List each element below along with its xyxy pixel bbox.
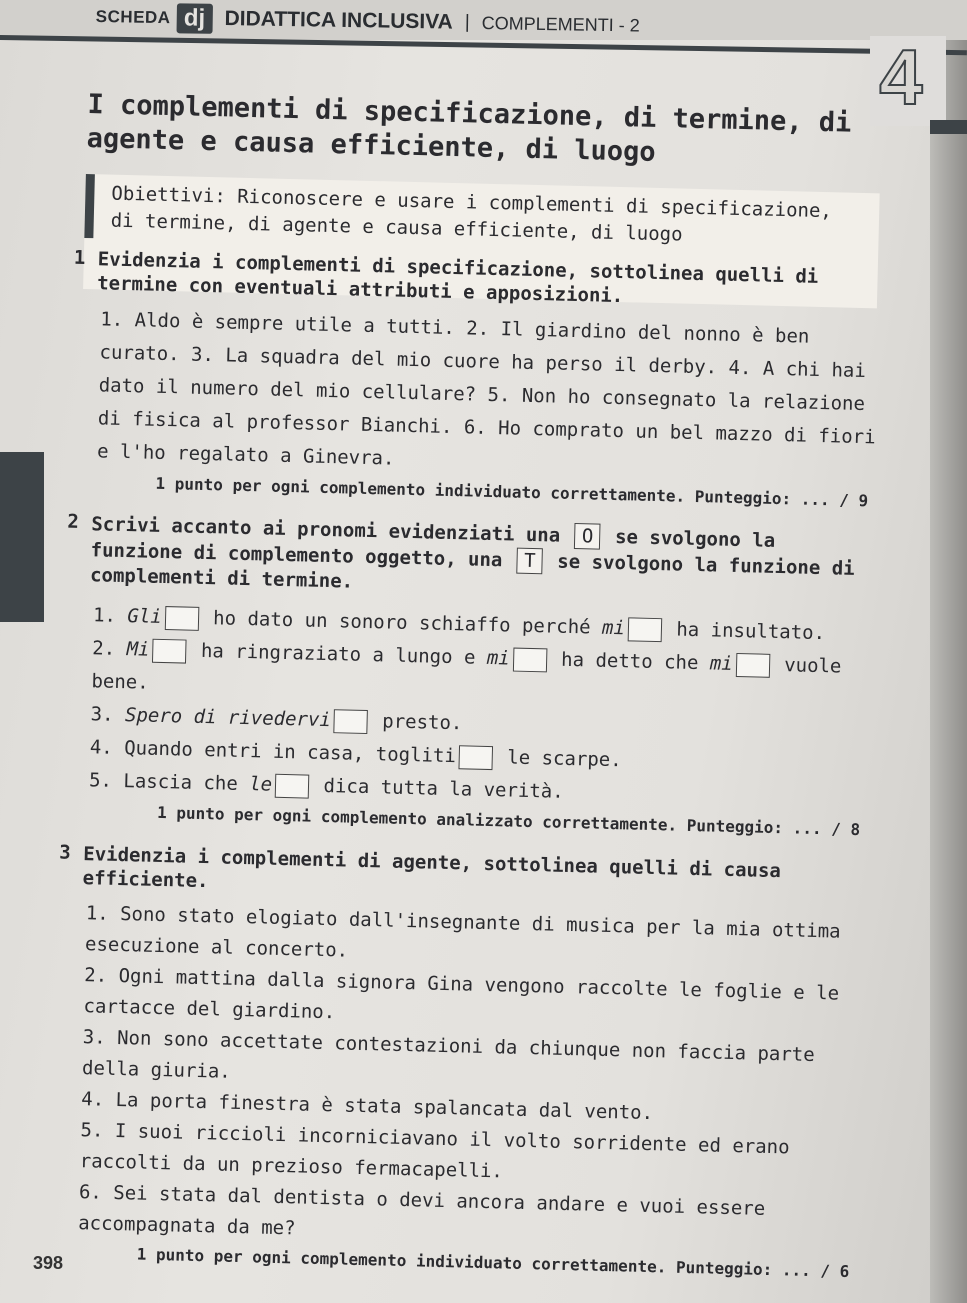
item-text: ho dato un sonoro schiaffo perché bbox=[212, 607, 591, 639]
exercise-number: 3 bbox=[59, 841, 72, 864]
box-t: T bbox=[517, 548, 544, 575]
sentence: 3. Non sono accettate contestazioni da chiunque non faccia parte della giuria. bbox=[81, 1026, 815, 1083]
sentence: 3. La squadra del mio cuore ha perso il derby. bbox=[190, 343, 718, 379]
pronoun: le bbox=[248, 773, 273, 796]
item-text: vuole bene. bbox=[91, 654, 842, 694]
instruction-text: se svolgono la funzione di complementi di termine. bbox=[89, 550, 855, 593]
chapter-number: 4 bbox=[879, 33, 923, 121]
sentence: 6. Ho comprato un bel mazzo di fiori e l'ho regalato a Ginevra. bbox=[96, 416, 876, 470]
exercise-sentences bbox=[78, 898, 868, 1258]
item-text: Lascia che bbox=[123, 770, 239, 795]
pronoun: mi bbox=[486, 646, 511, 670]
header-separator: | bbox=[464, 11, 470, 33]
item-text: ha ringraziato a lungo e bbox=[200, 639, 476, 669]
answer-box[interactable] bbox=[334, 709, 369, 734]
item-number: 3. bbox=[90, 703, 114, 726]
item-text: Spero di rivedervi bbox=[124, 704, 332, 732]
answer-box[interactable] bbox=[275, 773, 310, 798]
exercise-1 bbox=[73, 246, 884, 511]
exercise-instruction: Evidenzia i complementi di specificazione, sottolinea quelli di termine con eventuali attributi e apposizioni. bbox=[96, 248, 819, 308]
item-number: 1. bbox=[92, 604, 117, 627]
score-line: 1 punto per ogni complemento analizzato correttamente. Punteggio: ... / 8 bbox=[156, 802, 861, 840]
sentence: 6. Sei stata dal dentista o devi ancora andare e vuoi essere accompagnata da me? bbox=[77, 1181, 766, 1240]
sentence: 1. Aldo è sempre utile a tutti. bbox=[100, 308, 456, 340]
item-text: le scarpe. bbox=[507, 746, 622, 772]
page-title: I complementi di specificazione, di termine, di agente e causa efficiente, di luogo bbox=[86, 88, 852, 168]
answer-box[interactable] bbox=[735, 653, 770, 678]
dj-logo-icon: dj bbox=[176, 3, 212, 34]
answer-box[interactable] bbox=[152, 638, 187, 663]
box-o: O bbox=[574, 523, 601, 550]
header-section: COMPLEMENTI - 2 bbox=[481, 12, 640, 36]
item-number: 2. bbox=[92, 637, 116, 660]
sentence: 4. La porta finestra è stata spalancata dal vento. bbox=[81, 1088, 654, 1125]
item-text: ha detto che bbox=[560, 648, 699, 675]
pronoun: mi bbox=[601, 616, 626, 640]
sentence: 2. Ogni mattina dalla signora Gina vengono raccolte le foglie e le cartacce del giardino. bbox=[83, 964, 840, 1024]
sentence: 2. Il giardino del nonno è ben curato. bbox=[99, 317, 810, 366]
item-text: ha insultato. bbox=[676, 618, 826, 645]
item-text: Quando entri in casa, togliti bbox=[123, 737, 457, 768]
book-edge bbox=[930, 0, 967, 1303]
exercise-number: 2 bbox=[67, 510, 80, 533]
header-scheda: SCHEDA bbox=[95, 6, 171, 28]
score-line: 1 punto per ogni complemento individuato correttamente. Punteggio: ... / 9 bbox=[155, 473, 869, 511]
worksheet-content bbox=[59, 88, 887, 1281]
exercise-sentences bbox=[97, 303, 883, 487]
objectives-text: Obiettivi: Riconoscere e usare i complementi di specificazione, di termine, di agente e causa efficiente, di luogo bbox=[110, 182, 833, 246]
instruction-text: se svolgono la funzione di complemento oggetto, una bbox=[90, 526, 776, 572]
instruction-text: Scrivi accanto ai pronomi evidenziati una bbox=[91, 513, 561, 547]
exercise-instruction: Evidenzia i complementi di agente, sottolinea quelli di causa efficiente. bbox=[82, 843, 782, 893]
sentence: 1. Sono stato elogiato dall'insegnante di musica per la mia ottima esecuzione al concerto. bbox=[84, 902, 841, 962]
pronoun: Mi bbox=[126, 638, 150, 661]
exercise-instruction bbox=[90, 511, 878, 606]
pronoun: Gli bbox=[127, 605, 163, 628]
objectives-bar bbox=[84, 174, 95, 238]
item-text: dica tutta la verità. bbox=[323, 774, 564, 803]
answer-box[interactable] bbox=[628, 617, 663, 642]
item-text: presto. bbox=[382, 710, 463, 735]
sentence: 4. A chi hai dato il numero del mio cellulare? bbox=[98, 356, 867, 406]
exercise-number: 1 bbox=[73, 246, 86, 269]
answer-box[interactable] bbox=[164, 606, 199, 631]
header-subject: DIDATTICA INCLUSIVA bbox=[224, 7, 453, 34]
item-number: 4. bbox=[89, 736, 114, 759]
tab-strip bbox=[930, 120, 967, 134]
score-line: 1 punto per ogni complemento individuato correttamente. Punteggio: ... / 6 bbox=[136, 1244, 850, 1281]
pronoun: mi bbox=[709, 652, 734, 675]
sentence: 5. Non ho consegnato la relazione di fisica al professor Bianchi. bbox=[97, 383, 866, 439]
answer-box[interactable] bbox=[512, 647, 547, 672]
exercise-2 bbox=[67, 510, 877, 840]
page-number: 398 bbox=[33, 1253, 64, 1273]
exercise-3 bbox=[59, 842, 869, 1281]
exercise-items bbox=[89, 599, 876, 816]
side-tab bbox=[0, 452, 44, 622]
sentence: 5. I suoi riccioli incorniciavano il volto sorridente ed erano raccolti da un prezioso fermacapelli. bbox=[79, 1119, 790, 1183]
answer-box[interactable] bbox=[459, 745, 494, 770]
item-number: 5. bbox=[88, 769, 113, 792]
